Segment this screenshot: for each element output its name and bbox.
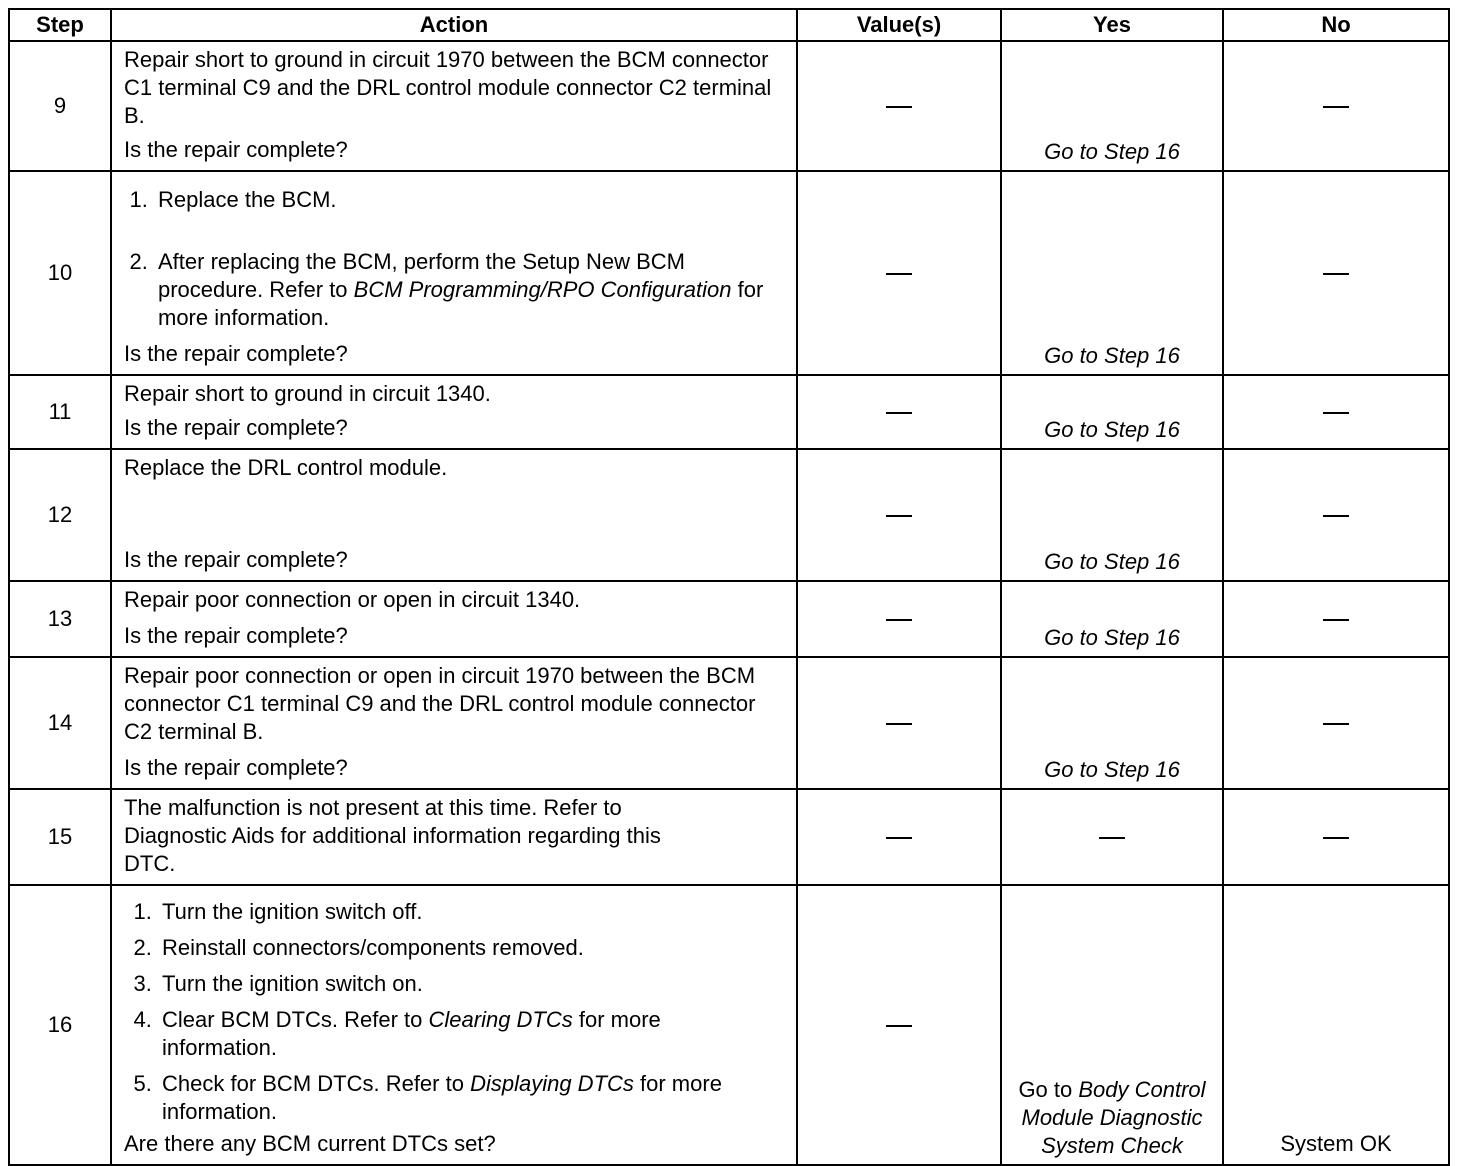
value-cell [797, 171, 1001, 375]
yes-cell [1001, 581, 1223, 657]
table-row-step-15 [9, 789, 1449, 885]
yes-goto-link[interactable]: Go to Step 16 [1044, 343, 1180, 368]
table-row-step-12 [9, 449, 1449, 581]
no-cell [1223, 449, 1449, 581]
yes-goto-link[interactable]: Go to Step 16 [1044, 139, 1180, 164]
action-question: Is the repair complete? [124, 137, 348, 162]
value-dash [886, 1025, 912, 1027]
action-question: Is the repair complete? [124, 547, 348, 572]
header-values: Value(s) [797, 9, 1001, 41]
yes-dash [1099, 837, 1125, 839]
value-dash [886, 723, 912, 725]
no-dash [1323, 619, 1349, 621]
no-dash [1323, 723, 1349, 725]
step-number: 16 [9, 885, 111, 1165]
value-dash [886, 619, 912, 621]
no-cell [1223, 581, 1449, 657]
no-dash [1323, 412, 1349, 414]
action-question: Is the repair complete? [124, 415, 348, 440]
action-question: Is the repair complete? [124, 623, 348, 648]
no-cell [1223, 375, 1449, 449]
step-number: 14 [9, 657, 111, 789]
yes-cell [1001, 41, 1223, 171]
procedure-list [124, 176, 786, 332]
action-description: Repair short to ground in circuit 1970 between the BCM connector C1 terminal C9 and the DRL control module connector C2 terminal B. [124, 47, 772, 128]
yes-cell [1001, 789, 1223, 885]
procedure-item: 4. Clear BCM DTCs. Refer to Clearing DTCs for more information. [158, 1006, 766, 1062]
action-description: Repair poor connection or open in circuit 1970 between the BCM connector C1 terminal C9 and the DRL control module connector C2 terminal B. [124, 663, 756, 744]
step-number: 11 [9, 375, 111, 449]
value-dash [886, 412, 912, 414]
action-cell [111, 375, 797, 449]
procedure-list [124, 890, 786, 1126]
no-dash [1323, 837, 1349, 839]
header-no: No [1223, 9, 1449, 41]
yes-goto-link[interactable]: Go to Step 16 [1044, 625, 1180, 650]
value-cell [797, 375, 1001, 449]
action-cell [111, 449, 797, 581]
table-row-step-13 [9, 581, 1449, 657]
value-dash [886, 837, 912, 839]
yes-cell [1001, 449, 1223, 581]
diagnostic-table [8, 8, 1450, 1166]
step-number: 13 [9, 581, 111, 657]
procedure-item: 1. Turn the ignition switch off. [158, 898, 766, 926]
yes-goto-link[interactable]: Go to Step 16 [1044, 757, 1180, 782]
no-dash [1323, 106, 1349, 108]
value-cell [797, 657, 1001, 789]
action-question: Is the repair complete? [124, 341, 348, 366]
yes-goto-text: Go to Body Control Module Diagnostic System Check [1018, 1077, 1206, 1158]
table-row-step-9 [9, 41, 1449, 171]
no-dash [1323, 515, 1349, 517]
action-description: Replace the DRL control module. [124, 455, 448, 480]
action-question: Is the repair complete? [124, 755, 348, 780]
ref-link-clearing-dtcs[interactable]: Clearing DTCs [428, 1007, 573, 1032]
value-dash [886, 106, 912, 108]
header-row [9, 9, 1449, 41]
value-cell [797, 449, 1001, 581]
no-cell: System OK [1223, 885, 1449, 1165]
table-row-step-11 [9, 375, 1449, 449]
value-dash [886, 273, 912, 275]
value-dash [886, 515, 912, 517]
yes-cell [1001, 375, 1223, 449]
no-cell [1223, 171, 1449, 375]
procedure-item: 3. Turn the ignition switch on. [158, 970, 766, 998]
table-row-step-14 [9, 657, 1449, 789]
table-row-step-16 [9, 885, 1449, 1165]
no-dash [1323, 273, 1349, 275]
procedure-item: 5. Check for BCM DTCs. Refer to Displaying DTCs for more information. [158, 1070, 766, 1126]
action-cell [111, 171, 797, 375]
table-row-step-10 [9, 171, 1449, 375]
header-step: Step [9, 9, 111, 41]
ref-link-displaying-dtcs[interactable]: Displaying DTCs [470, 1071, 634, 1096]
action-cell [111, 41, 797, 171]
no-cell [1223, 657, 1449, 789]
yes-cell [1001, 885, 1223, 1165]
no-cell [1223, 789, 1449, 885]
action-cell [111, 657, 797, 789]
step-number: 9 [9, 41, 111, 171]
action-cell [111, 885, 797, 1165]
procedure-item: 1. Replace the BCM. [154, 186, 786, 214]
action-cell [111, 581, 797, 657]
no-cell [1223, 41, 1449, 171]
action-cell [111, 789, 797, 885]
action-description: Repair poor connection or open in circuit 1340. [124, 587, 581, 612]
yes-cell [1001, 657, 1223, 789]
ref-link-bcm-programming[interactable]: BCM Programming/RPO Configuration [353, 277, 732, 302]
procedure-item: 2. Reinstall connectors/components removed. [158, 934, 766, 962]
action-description: The malfunction is not present at this time. Refer to Diagnostic Aids for additional information regarding this DTC. [124, 795, 661, 876]
value-cell [797, 581, 1001, 657]
header-action: Action [111, 9, 797, 41]
action-description: Repair short to ground in circuit 1340. [124, 381, 491, 406]
value-cell [797, 789, 1001, 885]
header-yes: Yes [1001, 9, 1223, 41]
step-number: 15 [9, 789, 111, 885]
body-control-module-check-link[interactable]: Body Control Module Diagnostic System Check [1021, 1077, 1206, 1158]
yes-cell [1001, 171, 1223, 375]
procedure-item: 2. After replacing the BCM, perform the Setup New BCM procedure. Refer to BCM Programming/RPO Configuration for more information. [154, 248, 786, 332]
action-question: Are there any BCM current DTCs set? [124, 1131, 496, 1156]
value-cell [797, 885, 1001, 1165]
yes-goto-link[interactable]: Go to Step 16 [1044, 549, 1180, 574]
value-cell [797, 41, 1001, 171]
step-number: 10 [9, 171, 111, 375]
yes-goto-link[interactable]: Go to Step 16 [1044, 417, 1180, 442]
step-number: 12 [9, 449, 111, 581]
